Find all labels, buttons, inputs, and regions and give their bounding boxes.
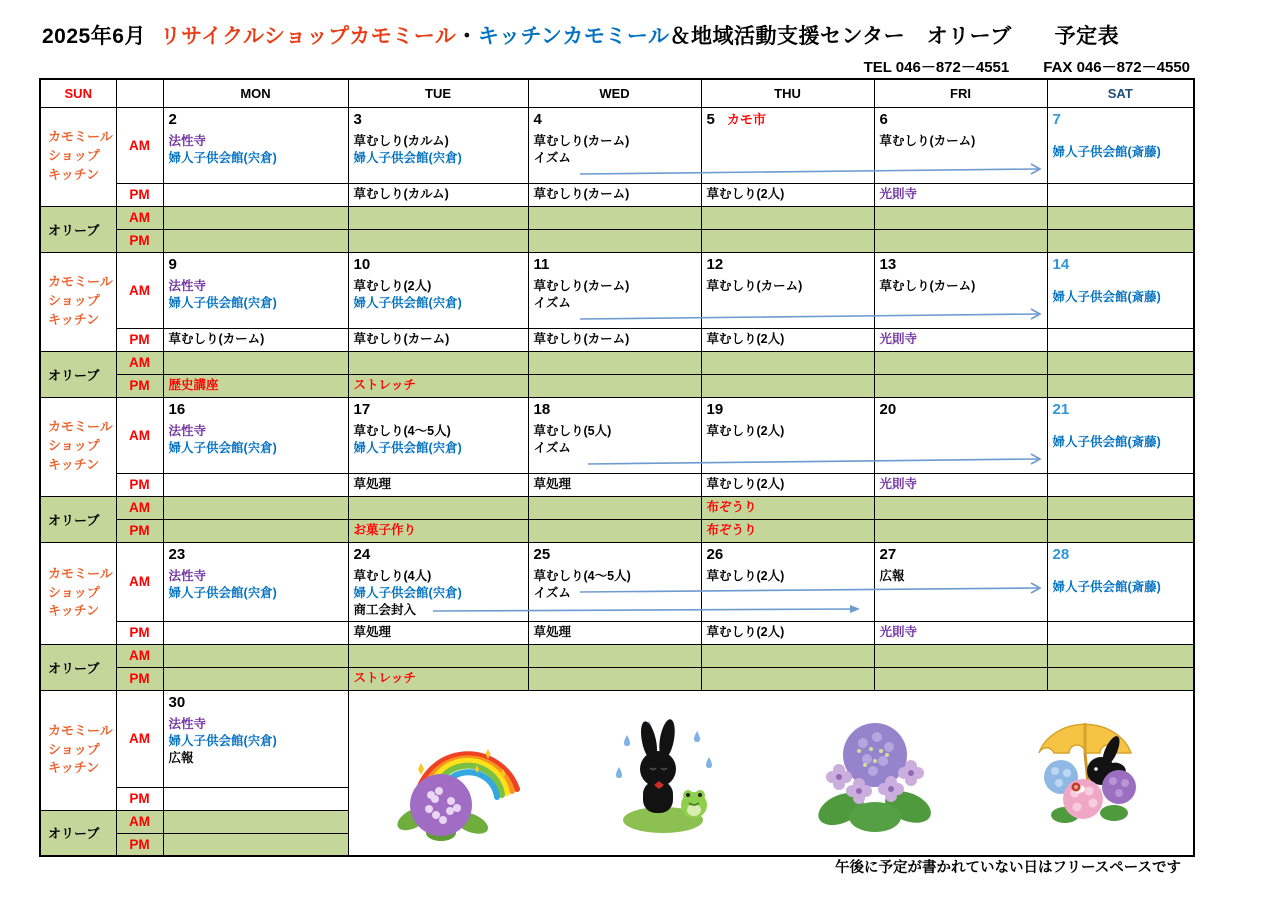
event-line: 婦人子供会館(宍倉) [353, 440, 462, 455]
event-line: 草むしり(カーム) [168, 332, 265, 346]
event-line: 法性寺 [168, 278, 207, 293]
date-number: 18 [533, 400, 551, 418]
olive-am-cell [701, 206, 874, 229]
day-am-cell [163, 397, 348, 473]
olive-pm-cell [1047, 374, 1194, 397]
day-am-cell [163, 690, 348, 787]
header-tue: TUE [348, 79, 528, 107]
olive-pm-cell [701, 667, 874, 690]
olive-pm-cell [1047, 667, 1194, 690]
day-am-cell [701, 397, 874, 473]
olive-pm-cell [874, 229, 1047, 252]
event-line: 草むしり(4～5人) [353, 423, 451, 438]
event-line: 草むしり(4～5人) [533, 568, 631, 583]
day-am-cell [1047, 542, 1194, 621]
olive-am-cell [701, 644, 874, 667]
olive-am-cell [701, 351, 874, 374]
event-line: 草むしり(カーム) [533, 278, 630, 293]
header-sun: SUN [40, 79, 116, 107]
event-line: 草むしり(2人) [706, 477, 785, 491]
row-label-chamomile: カモミール ショップ キッチン [40, 107, 116, 206]
olive-pm-cell [528, 519, 701, 542]
olive-am-cell [348, 206, 528, 229]
olive-pm-cell [348, 519, 528, 542]
day-pm-cell [701, 473, 874, 496]
ampm-label: AM [116, 810, 163, 833]
event-line: 草処理 [533, 477, 572, 491]
event-line: 布ぞうり [706, 500, 757, 514]
date-number: 16 [168, 400, 186, 418]
olive-am-cell [163, 810, 348, 833]
event-line: 草むしり(カーム) [879, 278, 976, 293]
event-line: 法性寺 [168, 133, 207, 148]
day-pm-cell [1047, 621, 1194, 644]
olive-pm-cell [163, 374, 348, 397]
event-line: 草むしり(カルム) [353, 133, 449, 148]
date-number: 7 [1052, 110, 1061, 128]
ampm-label: AM [116, 542, 163, 621]
ampm-label: PM [116, 374, 163, 397]
event-line: 草むしり(2人) [706, 187, 785, 201]
olive-am-cell [348, 644, 528, 667]
date-number: 26 [706, 545, 724, 563]
ampm-label: PM [116, 667, 163, 690]
event-line: イズム [533, 295, 571, 310]
date-number: 17 [353, 400, 371, 418]
day-pm-cell [348, 621, 528, 644]
olive-am-cell [163, 644, 348, 667]
day-am-cell [528, 397, 701, 473]
ampm-label: PM [116, 328, 163, 351]
day-pm-cell [874, 473, 1047, 496]
olive-am-cell [1047, 496, 1194, 519]
event-line: 婦人子供会館(斎藤) [1052, 579, 1161, 594]
ampm-label: PM [116, 833, 163, 856]
ampm-label: AM [116, 690, 163, 787]
event-line: 婦人子供会館(斎藤) [1052, 289, 1161, 304]
olive-pm-cell [163, 229, 348, 252]
olive-pm-cell [528, 374, 701, 397]
header-thu: THU [701, 79, 874, 107]
event-line: 草むしり(カーム) [533, 187, 630, 201]
event-line: 草むしり(カーム) [879, 133, 976, 148]
olive-am-cell [701, 496, 874, 519]
event-line: 商工会封入 [353, 602, 417, 617]
day-am-cell [163, 107, 348, 183]
day-am-cell [701, 542, 874, 621]
date-number: 3 [353, 110, 362, 128]
olive-pm-cell [1047, 229, 1194, 252]
page-title [42, 20, 1119, 50]
day-am-cell [348, 397, 528, 473]
day-pm-cell [528, 328, 701, 351]
footnote: 午後に予定が書かれていない日はフリースペースです [835, 860, 1181, 876]
event-line: 法性寺 [168, 716, 207, 731]
event-line: 婦人子供会館(宍倉) [168, 585, 277, 600]
day-pm-cell [163, 621, 348, 644]
event-line: 草むしり(カーム) [533, 133, 630, 148]
day-am-cell [701, 107, 874, 183]
date-note: カモ市 [726, 111, 766, 127]
olive-am-cell [348, 351, 528, 374]
date-number: 11 [533, 255, 550, 273]
day-pm-cell [528, 621, 701, 644]
day-pm-cell [1047, 328, 1194, 351]
event-line: 光則寺 [879, 187, 918, 201]
day-am-cell [528, 107, 701, 183]
olive-am-cell [528, 206, 701, 229]
day-am-cell [348, 252, 528, 328]
day-am-cell [1047, 397, 1194, 473]
event-line: イズム [533, 440, 571, 455]
date-number: 23 [168, 545, 186, 563]
header-blank [116, 79, 163, 107]
schedule-table [39, 78, 1195, 857]
day-am-cell [163, 252, 348, 328]
title-kitchen-name: キッチンカモミール [477, 25, 670, 48]
olive-am-cell [874, 644, 1047, 667]
date-number: 20 [879, 400, 897, 418]
event-line: 草むしり(カーム) [706, 278, 803, 293]
date-number: 28 [1052, 545, 1070, 563]
day-pm-cell [163, 473, 348, 496]
event-line: 草処理 [353, 477, 392, 491]
event-line: 婦人子供会館(宍倉) [168, 295, 277, 310]
ampm-label: PM [116, 787, 163, 810]
olive-am-cell [874, 351, 1047, 374]
date-number: 6 [879, 110, 888, 128]
event-line: ストレッチ [353, 671, 416, 685]
olive-am-cell [1047, 351, 1194, 374]
olive-am-cell [874, 496, 1047, 519]
ampm-label: PM [116, 229, 163, 252]
event-line: 草むしり(2人) [706, 332, 785, 346]
olive-am-cell [528, 351, 701, 374]
date-number: 25 [533, 545, 551, 563]
olive-pm-cell [163, 519, 348, 542]
olive-pm-cell [701, 374, 874, 397]
date-number: 30 [168, 693, 186, 711]
olive-am-cell [1047, 644, 1194, 667]
event-line: イズム [533, 585, 571, 600]
day-am-cell [874, 397, 1047, 473]
day-pm-cell [1047, 473, 1194, 496]
illustration-area-cell [348, 690, 1194, 856]
olive-am-cell [528, 496, 701, 519]
ampm-label: AM [116, 496, 163, 519]
day-am-cell [528, 542, 701, 621]
event-line: 広報 [168, 750, 194, 765]
date-number: 24 [353, 545, 371, 563]
row-label-chamomile: カモミール ショップ キッチン [40, 542, 116, 644]
day-am-cell [874, 542, 1047, 621]
olive-am-cell [163, 206, 348, 229]
event-line: 草むしり(2人) [706, 568, 785, 583]
day-am-cell [874, 107, 1047, 183]
ampm-label: PM [116, 473, 163, 496]
olive-pm-cell [874, 667, 1047, 690]
event-line: 婦人子供会館(宍倉) [353, 150, 462, 165]
ampm-label: AM [116, 644, 163, 667]
title-rest: ＆地域活動支援センター オリーブ 予定表 [669, 25, 1120, 48]
contact-line [864, 56, 1190, 77]
olive-am-cell [874, 206, 1047, 229]
day-pm-cell [163, 328, 348, 351]
day-am-cell [163, 542, 348, 621]
title-shop-name: リサイクルショップカモミール [159, 25, 457, 48]
day-pm-cell [528, 183, 701, 206]
day-pm-cell [701, 328, 874, 351]
row-label-chamomile: カモミール ショップ キッチン [40, 690, 116, 810]
header-mon: MON [163, 79, 348, 107]
date-number: 14 [1052, 255, 1070, 273]
event-line: 歴史講座 [168, 378, 219, 392]
ampm-label: AM [116, 107, 163, 183]
event-line: 光則寺 [879, 477, 918, 491]
event-line: 法性寺 [168, 423, 207, 438]
olive-pm-cell [163, 667, 348, 690]
day-am-cell [528, 252, 701, 328]
day-pm-cell [163, 183, 348, 206]
event-line: 婦人子供会館(宍倉) [168, 440, 277, 455]
day-pm-cell [874, 621, 1047, 644]
day-am-cell [701, 252, 874, 328]
date-number: 19 [706, 400, 724, 418]
event-line: 婦人子供会館(宍倉) [168, 733, 277, 748]
day-am-cell [348, 542, 528, 621]
title-month: 2025年6月 [42, 25, 146, 48]
date-number: 4 [533, 110, 542, 128]
row-label-olive: オリーブ [40, 644, 116, 690]
olive-pm-cell [348, 667, 528, 690]
olive-pm-cell [874, 374, 1047, 397]
olive-pm-cell [1047, 519, 1194, 542]
event-line: 草むしり(カーム) [353, 332, 450, 346]
event-line: 草むしり(カーム) [533, 332, 630, 346]
day-pm-cell [1047, 183, 1194, 206]
date-number: 21 [1052, 400, 1070, 418]
event-line: お菓子作り [353, 523, 417, 537]
olive-am-cell [163, 496, 348, 519]
event-line: 婦人子供会館(宍倉) [353, 295, 462, 310]
date-number: 13 [879, 255, 897, 273]
row-label-olive: オリーブ [40, 496, 116, 542]
olive-am-cell [1047, 206, 1194, 229]
ampm-label: PM [116, 519, 163, 542]
olive-pm-cell [528, 229, 701, 252]
header-fri: FRI [874, 79, 1047, 107]
day-pm-cell [701, 183, 874, 206]
header-sat: SAT [1047, 79, 1194, 107]
row-label-olive: オリーブ [40, 351, 116, 397]
day-pm-cell [348, 473, 528, 496]
date-number: 9 [168, 255, 177, 273]
ampm-label: AM [116, 252, 163, 328]
day-pm-cell [701, 621, 874, 644]
day-pm-cell [348, 328, 528, 351]
event-line: ストレッチ [353, 378, 416, 392]
event-line: 草むしり(2人) [706, 423, 785, 438]
day-am-cell [1047, 107, 1194, 183]
olive-pm-cell [348, 374, 528, 397]
ampm-label: AM [116, 351, 163, 374]
row-label-chamomile: カモミール ショップ キッチン [40, 252, 116, 351]
title-separator: ・ [456, 25, 478, 48]
day-am-cell [874, 252, 1047, 328]
row-label-olive: オリーブ [40, 206, 116, 252]
olive-am-cell [163, 351, 348, 374]
olive-pm-cell [348, 229, 528, 252]
day-pm-cell [874, 328, 1047, 351]
olive-pm-cell [701, 519, 874, 542]
date-number: 12 [706, 255, 724, 273]
tel-number: TEL 046－872－4551 [863, 59, 1010, 76]
row-label-olive: オリーブ [40, 810, 116, 856]
event-line: 法性寺 [168, 568, 207, 583]
olive-pm-cell [701, 229, 874, 252]
event-line: 草むしり(2人) [353, 278, 432, 293]
event-line: 婦人子供会館(斎藤) [1052, 144, 1161, 159]
event-line: 婦人子供会館(宍倉) [168, 150, 277, 165]
ampm-label: AM [116, 206, 163, 229]
date-number: 10 [353, 255, 371, 273]
event-line: 草むしり(5人) [533, 423, 612, 438]
event-line: 草むしり(2人) [706, 625, 785, 639]
day-pm-cell [348, 183, 528, 206]
olive-pm-cell [874, 519, 1047, 542]
header-wed: WED [528, 79, 701, 107]
event-line: イズム [533, 150, 571, 165]
day-pm-cell [874, 183, 1047, 206]
event-line: 婦人子供会館(宍倉) [353, 585, 462, 600]
date-number: 2 [168, 110, 177, 128]
row-label-chamomile: カモミール ショップ キッチン [40, 397, 116, 496]
event-line: 光則寺 [879, 625, 918, 639]
ampm-label: PM [116, 621, 163, 644]
fax-number: FAX 046－872－4550 [1043, 59, 1190, 76]
olive-am-cell [528, 644, 701, 667]
event-line: 草むしり(4人) [353, 568, 432, 583]
olive-pm-cell [163, 833, 348, 856]
day-am-cell [1047, 252, 1194, 328]
event-line: 光則寺 [879, 332, 918, 346]
event-line: 草処理 [353, 625, 392, 639]
date-number: 27 [879, 545, 897, 563]
olive-am-cell [348, 496, 528, 519]
event-line: 布ぞうり [706, 523, 757, 537]
day-pm-cell [163, 787, 348, 810]
event-line: 婦人子供会館(斎藤) [1052, 434, 1161, 449]
day-pm-cell [528, 473, 701, 496]
day-am-cell [348, 107, 528, 183]
ampm-label: PM [116, 183, 163, 206]
olive-pm-cell [528, 667, 701, 690]
event-line: 草処理 [533, 625, 572, 639]
event-line: 草むしり(カルム) [353, 187, 449, 201]
event-line: 広報 [879, 568, 905, 583]
date-number: 5 [706, 110, 715, 128]
ampm-label: AM [116, 397, 163, 473]
